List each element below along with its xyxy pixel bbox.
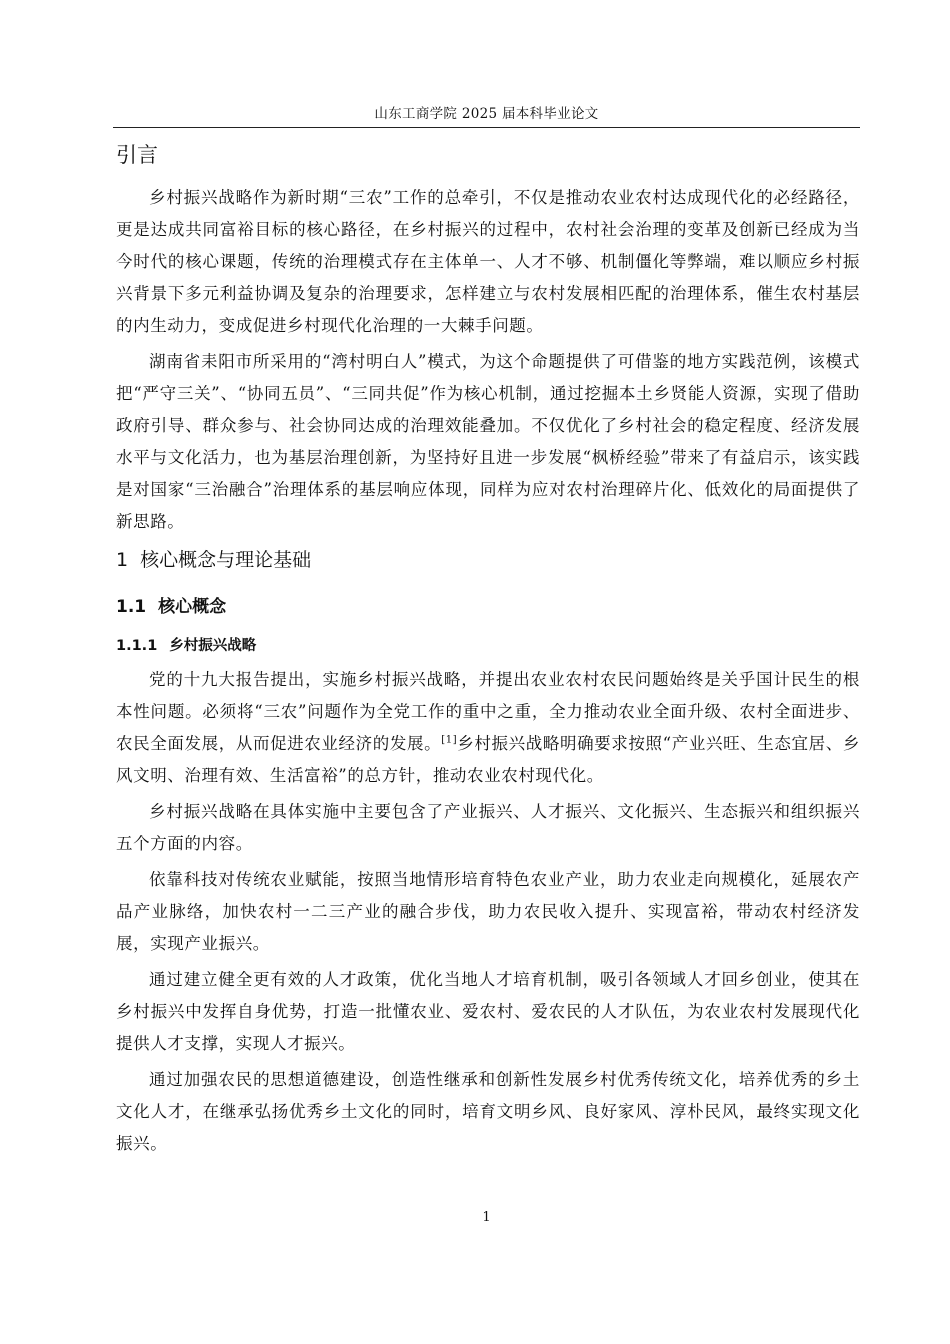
section-1-number: 1: [116, 549, 129, 571]
section-1-1-heading: [116, 586, 860, 628]
rural-strategy-paragraph-2: 乡村振兴战略在具体实施中主要包含了产业振兴、人才振兴、文化振兴、生态振兴和组织振兴五个方面的内容。: [116, 802, 860, 853]
section-1-heading: [116, 540, 860, 586]
section-1-1-1-number: 1.1.1: [116, 638, 158, 654]
citation-1: [1]: [441, 734, 458, 746]
section-1-1-title: 核心概念: [158, 597, 227, 617]
running-header: 山东工商学院 2025 届本科毕业论文: [374, 106, 599, 122]
section-1-1-number: 1.1: [116, 597, 147, 617]
header-rule: [113, 127, 860, 128]
section-1-title: 核心概念与理论基础: [140, 549, 312, 571]
rural-strategy-paragraph-1: [116, 664, 860, 792]
paragraph-text-after-citation: 乡村振兴战略明确要求按照“产业兴旺、生态宜居、乡风文明、治理有效、生活富裕”的总方针，推动农业农村现代化。: [116, 734, 860, 785]
section-1-1-1-heading: [116, 628, 860, 664]
rural-strategy-paragraph-4: 通过建立健全更有效的人才政策，优化当地人才培育机制，吸引各领域人才回乡创业，使其在乡村振兴中发挥自身优势，打造一批懂农业、爱农村、爱农民的人才队伍，为农业农村发展现代化提供人才支撑，实现人才振兴。: [116, 970, 860, 1053]
page-number: 1: [482, 1210, 491, 1225]
intro-paragraph-1: 乡村振兴战略作为新时期“三农”工作的总牵引，不仅是推动农业农村达成现代化的必经路径，更是达成共同富裕目标的核心路径，在乡村振兴的过程中，农村社会治理的变革及创新已经成为当今时代的核心课题，传统的治理模式存在主体单一、人才不够、机制僵化等弊端，难以顺应乡村振兴背景下多元利益协调及复杂的治理要求，怎样建立与农村发展相匹配的治理体系，催生农村基层的内生动力，变成促进乡村现代化治理的一大棘手问题。: [116, 188, 860, 335]
paragraph-text-before-citation: 党的十九大报告提出，实施乡村振兴战略，并提出农业农村农民问题始终是关乎国计民生的根本性问题。必须将“三农”问题作为全党工作的重中之重，全力推动农业全面升级、农村全面进步、农民全面发展，从而促进农业经济的发展。: [116, 670, 860, 753]
intro-heading: 引言: [116, 143, 158, 167]
section-1-1-1-title: 乡村振兴战略: [169, 638, 257, 654]
intro-paragraph-2: 湖南省耒阳市所采用的“湾村明白人”模式，为这个命题提供了可借鉴的地方实践范例，该模式把“严守三关”、“协同五员”、“三同共促”作为核心机制，通过挖掘本土乡贤能人资源，实现了借助政府引导、群众参与、社会协同达成的治理效能叠加。不仅优化了乡村社会的稳定程度、经济发展水平与文化活力，也为基层治理创新，为坚持好且进一步发展“枫桥经验”带来了有益启示，该实践是对国家“三治融合”治理体系的基层响应体现，同样为应对农村治理碎片化、低效化的局面提供了新思路。: [116, 352, 860, 531]
page-body: [116, 136, 860, 1160]
rural-strategy-paragraph-3: 依靠科技对传统农业赋能，按照当地情形培育特色农业产业，助力农业走向规模化，延展农产品产业脉络，加快农村一二三产业的融合步伐，助力农民收入提升、实现富裕，带动农村经济发展，实现产业振兴。: [116, 870, 860, 953]
rural-strategy-paragraph-5: 通过加强农民的思想道德建设，创造性继承和创新性发展乡村优秀传统文化，培养优秀的乡土文化人才，在继承弘扬优秀乡土文化的同时，培育文明乡风、良好家风、淳朴民风，最终实现文化振兴。: [116, 1070, 860, 1153]
